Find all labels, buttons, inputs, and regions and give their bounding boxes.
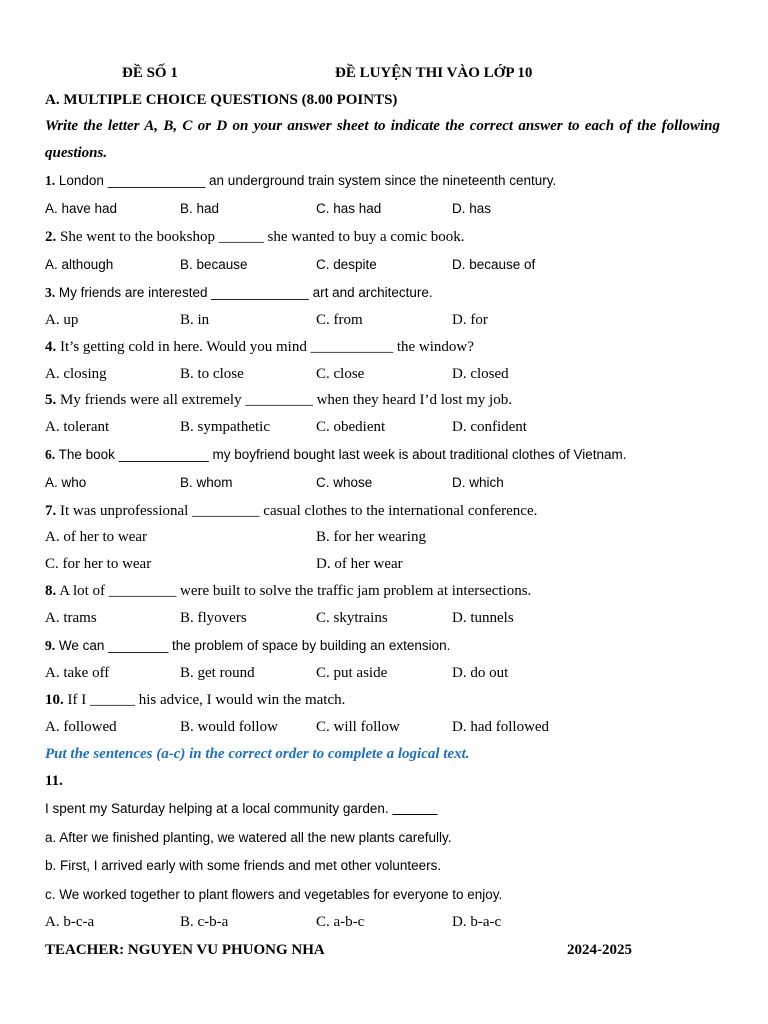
section-a-title: A. MULTIPLE CHOICE QUESTIONS (8.00 POINTS) [45,92,398,108]
q9-option-a[interactable]: A. take off [45,665,110,681]
q4-option-d[interactable]: D. closed [452,366,509,382]
question-4: 4. It’s getting cold in here. Would you mind ___________ the window? [45,339,474,355]
q4-option-a[interactable]: A. closing [45,366,107,382]
q6-option-d[interactable]: D. which [452,475,504,490]
q5-option-c[interactable]: C. obedient [316,419,386,435]
q6-option-c[interactable]: C. whose [316,475,373,490]
q10-option-b[interactable]: B. would follow [180,719,278,735]
q3-option-b[interactable]: B. in [180,312,210,328]
q5-option-d[interactable]: D. confident [452,419,527,435]
q1-option-c[interactable]: C. has had [316,201,382,216]
q8-option-d[interactable]: D. tunnels [452,610,514,626]
exam-title: ĐỀ LUYỆN THI VÀO LỚP 10 [335,65,533,81]
q6-option-a[interactable]: A. who [45,475,87,490]
q1-option-d[interactable]: D. has [452,201,492,216]
q8-option-c[interactable]: C. skytrains [316,610,388,626]
sentence-a: a. After we finished planting, we watered all the new plants carefully. [45,830,452,845]
school-year: 2024-2025 [567,942,632,958]
q9-option-c[interactable]: C. put aside [316,665,388,681]
q7-option-c[interactable]: C. for her to wear [45,556,152,572]
question-2: 2. She went to the bookshop ______ she wanted to buy a comic book. [45,229,465,245]
question-3: 3. My friends are interested _____________ art and architecture. [45,285,433,300]
teacher-name: TEACHER: NGUYEN VU PHUONG NHA [45,942,325,958]
exam-number: ĐỀ SỐ 1 [122,65,178,81]
q2-option-c[interactable]: C. despite [316,257,377,272]
q3-option-c[interactable]: C. from [316,312,363,328]
q9-option-d[interactable]: D. do out [452,665,509,681]
instruction: Write the letter A, B, C or D on your answer sheet to indicate the correct answer to each of the following questions. [45,118,720,161]
q5-option-b[interactable]: B. sympathetic [180,419,270,435]
answer-blank[interactable]: ______ [392,801,438,816]
question-5: 5. My friends were all extremely _________ when they heard I’d lost my job. [45,392,512,408]
q11-option-c[interactable]: C. a-b-c [316,914,365,930]
question-9: 9. We can ________ the problem of space by building an extension. [45,638,451,653]
q11-option-d[interactable]: D. b-a-c [452,914,502,930]
question-1: 1. London _____________ an underground train system since the nineteenth century. [45,173,557,188]
q7-option-b[interactable]: B. for her wearing [316,529,426,545]
q8-option-a[interactable]: A. trams [45,610,97,626]
q11-option-a[interactable]: A. b-c-a [45,914,95,930]
q9-option-b[interactable]: B. get round [180,665,255,681]
q8-option-b[interactable]: B. flyovers [180,610,247,626]
q2-option-b[interactable]: B. because [180,257,248,272]
q7-option-a[interactable]: A. of her to wear [45,529,148,545]
q6-option-b[interactable]: B. whom [180,475,233,490]
q4-option-c[interactable]: C. close [316,366,365,382]
question-6: 6. The book ____________ my boyfriend bought last week is about traditional clothes of Vietnam. [45,447,627,462]
q4-option-b[interactable]: B. to close [180,366,244,382]
q7-option-d[interactable]: D. of her wear [316,556,403,572]
q5-option-a[interactable]: A. tolerant [45,419,110,435]
q2-option-a[interactable]: A. although [45,257,114,272]
q2-option-d[interactable]: D. because of [452,257,536,272]
question-7: 7. It was unprofessional _________ casual clothes to the international conference. [45,503,538,519]
ordering-instruction: Put the sentences (a-c) in the correct order to complete a logical text. [45,746,470,762]
question-8: 8. A lot of _________ were built to solve the traffic jam problem at intersections. [45,583,532,599]
q3-option-d[interactable]: D. for [452,312,488,328]
q1-option-b[interactable]: B. had [180,201,220,216]
q1-option-a[interactable]: A. have had [45,201,118,216]
q10-option-c[interactable]: C. will follow [316,719,400,735]
sentence-c: c. We worked together to plant flowers and vegetables for everyone to enjoy. [45,887,503,902]
q11-option-b[interactable]: B. c-b-a [180,914,229,930]
q3-option-a[interactable]: A. up [45,312,79,328]
question-11-number: 11. [45,773,63,789]
question-10: 10. If I ______ his advice, I would win the match. [45,692,346,708]
sentence-b: b. First, I arrived early with some friends and met other volunteers. [45,858,442,873]
q10-option-d[interactable]: D. had followed [452,719,550,735]
question-11-intro: I spent my Saturday helping at a local community garden. ______ [45,801,438,816]
q10-option-a[interactable]: A. followed [45,719,117,735]
